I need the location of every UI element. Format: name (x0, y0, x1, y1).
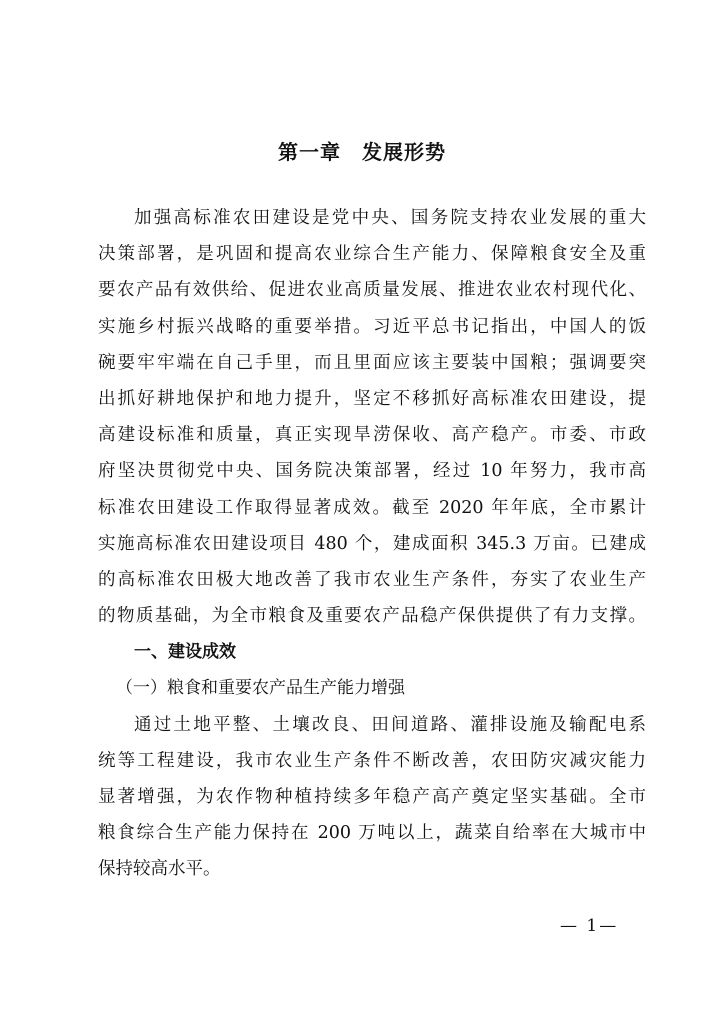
page-number: — 1— (560, 916, 619, 936)
paragraph-line: 高建设标准和质量，真正实现旱涝保收、高产稳产。市委、市政 (98, 425, 646, 446)
paragraph-line: 实施乡村振兴战略的重要举措。习近平总书记指出，中国人的饭 (98, 316, 646, 337)
paragraph-line: 显著增强，为农作物种植持续多年稳产高产奠定坚实基础。全市 (98, 787, 646, 807)
paragraph-line: 的物质基础，为全市粮食及重要农产品稳产保供提供了有力支撑。 (98, 606, 646, 627)
paragraph-line: 统等工程建设，我市农业生产条件不断改善，农田防灾减灾能力 (98, 750, 646, 771)
paragraph-line: 碗要牢牢端在自己手里，而且里面应该主要装中国粮；强调要突 (98, 352, 646, 373)
section-heading: 一、建设成效 (134, 642, 236, 663)
paragraph-line: 决策部署，是巩固和提高农业综合生产能力、保障粮食安全及重 (98, 244, 646, 265)
paragraph-line: 加强高标准农田建设是党中央、国务院支持农业发展的重大 (134, 208, 646, 228)
paragraph-line: 标准农田建设工作取得显著成效。截至 2020 年年底，全市累计 (98, 497, 646, 518)
paragraph-line: 府坚决贯彻党中央、国务院决策部署，经过 10 年努力，我市高 (98, 461, 646, 482)
chapter-title: 第一章 发展形势 (278, 140, 446, 164)
paragraph-intro (98, 200, 646, 634)
paragraph-line: 保持较高水平。 (98, 859, 221, 880)
paragraph-line: 要农产品有效供给、促进农业高质量发展、推进农业农村现代化、 (98, 280, 646, 301)
paragraph-line: 实施高标准农田建设项目 480 个，建成面积 345.3 万亩。已建成 (98, 533, 646, 554)
paragraph-line: 通过土地平整、土壤改良、田间道路、灌排设施及输配电系 (134, 714, 646, 735)
paragraph-achievements (98, 707, 646, 888)
document-body (98, 200, 646, 888)
paragraph-line: 出抓好耕地保护和地力提升，坚定不移抓好高标准农田建设，提 (98, 388, 646, 409)
subsection-heading: （一）粮食和重要农产品生产能力增强 (116, 678, 405, 699)
paragraph-line: 粮食综合生产能力保持在 200 万吨以上，蔬菜自给率在大城市中 (98, 823, 646, 844)
paragraph-line: 的高标准农田极大地改善了我市农业生产条件，夯实了农业生产 (98, 569, 646, 590)
